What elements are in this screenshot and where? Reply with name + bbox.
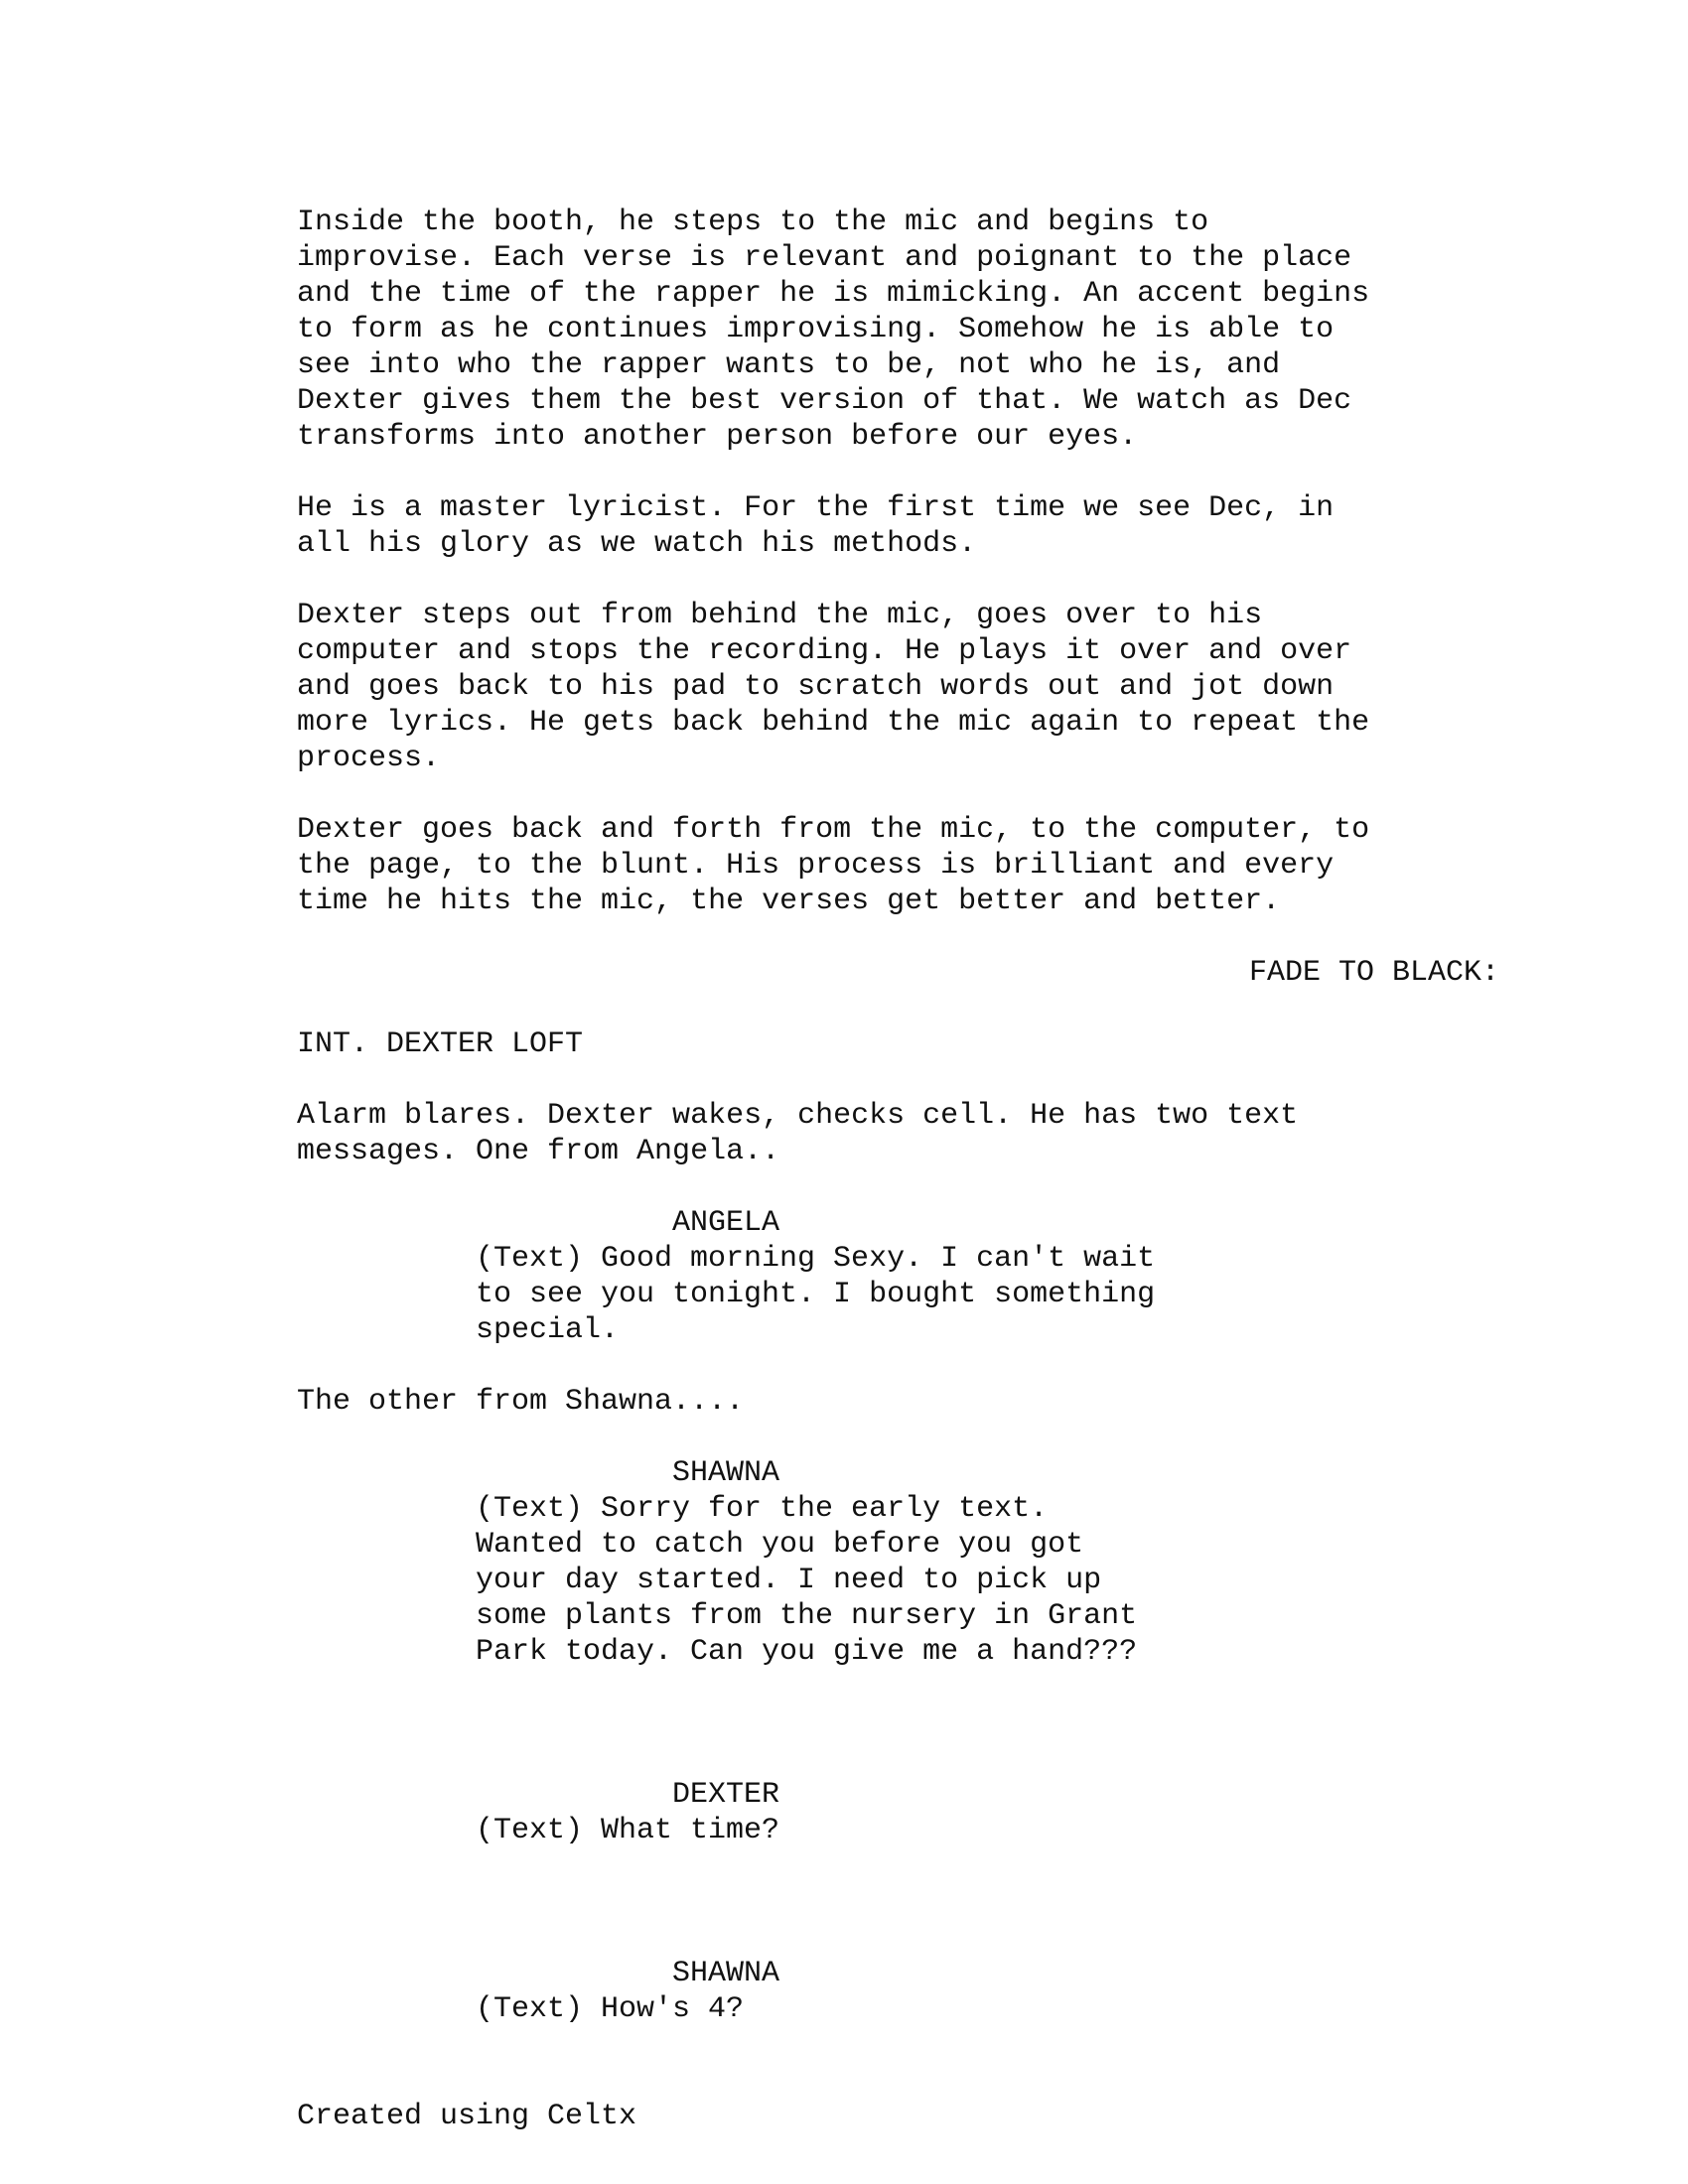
dialogue: (Text) What time? bbox=[476, 1814, 780, 1847]
action-paragraph: Dexter goes back and forth from the mic, to the computer, to the page, to the blunt. His process is brilliant and every time he hits the mic, the verses get better and better. bbox=[297, 813, 1370, 918]
dialogue: (Text) How's 4? bbox=[476, 1992, 745, 2026]
character-name: ANGELA bbox=[672, 1206, 780, 1240]
character-name: DEXTER bbox=[672, 1778, 780, 1812]
action-paragraph: He is a master lyricist. For the first time we see Dec, in all his glory as we watch his methods. bbox=[297, 491, 1335, 561]
scene-heading: INT. DEXTER LOFT bbox=[297, 1027, 584, 1061]
action-paragraph: The other from Shawna.... bbox=[297, 1385, 745, 1419]
footer-credit: Created using Celtx bbox=[297, 2100, 637, 2133]
action-paragraph: Inside the booth, he steps to the mic and begins to improvise. Each verse is relevant and poignant to the place and the time of the rapper he is mimicking. An accent begins to form as he continues improvising. Somehow he is able to see into who the rapper wants to be, not who he is, and Dexter gives them the best version of that. We watch as Dec transforms into another person before our eyes. bbox=[297, 205, 1370, 454]
dialogue: (Text) Sorry for the early text. Wanted to catch you before you got your day started. I need to pick up some plants from the nursery in Grant Park today. Can you give me a hand??? bbox=[476, 1492, 1138, 1669]
action-paragraph: Alarm blares. Dexter wakes, checks cell. He has two text messages. One from Angela.. bbox=[297, 1099, 1299, 1168]
character-name: SHAWNA bbox=[672, 1456, 780, 1490]
action-paragraph: Dexter steps out from behind the mic, goes over to his computer and stops the recording. He plays it over and over and goes back to his pad to scratch words out and jot down more lyrics. He gets back behind the mic again to repeat the process. bbox=[297, 599, 1370, 775]
dialogue: (Text) Good morning Sexy. I can't wait to see you tonight. I bought something special. bbox=[476, 1242, 1156, 1347]
transition-fade-to-black: FADE TO BLACK: bbox=[1248, 956, 1499, 990]
character-name: SHAWNA bbox=[672, 1957, 780, 1990]
